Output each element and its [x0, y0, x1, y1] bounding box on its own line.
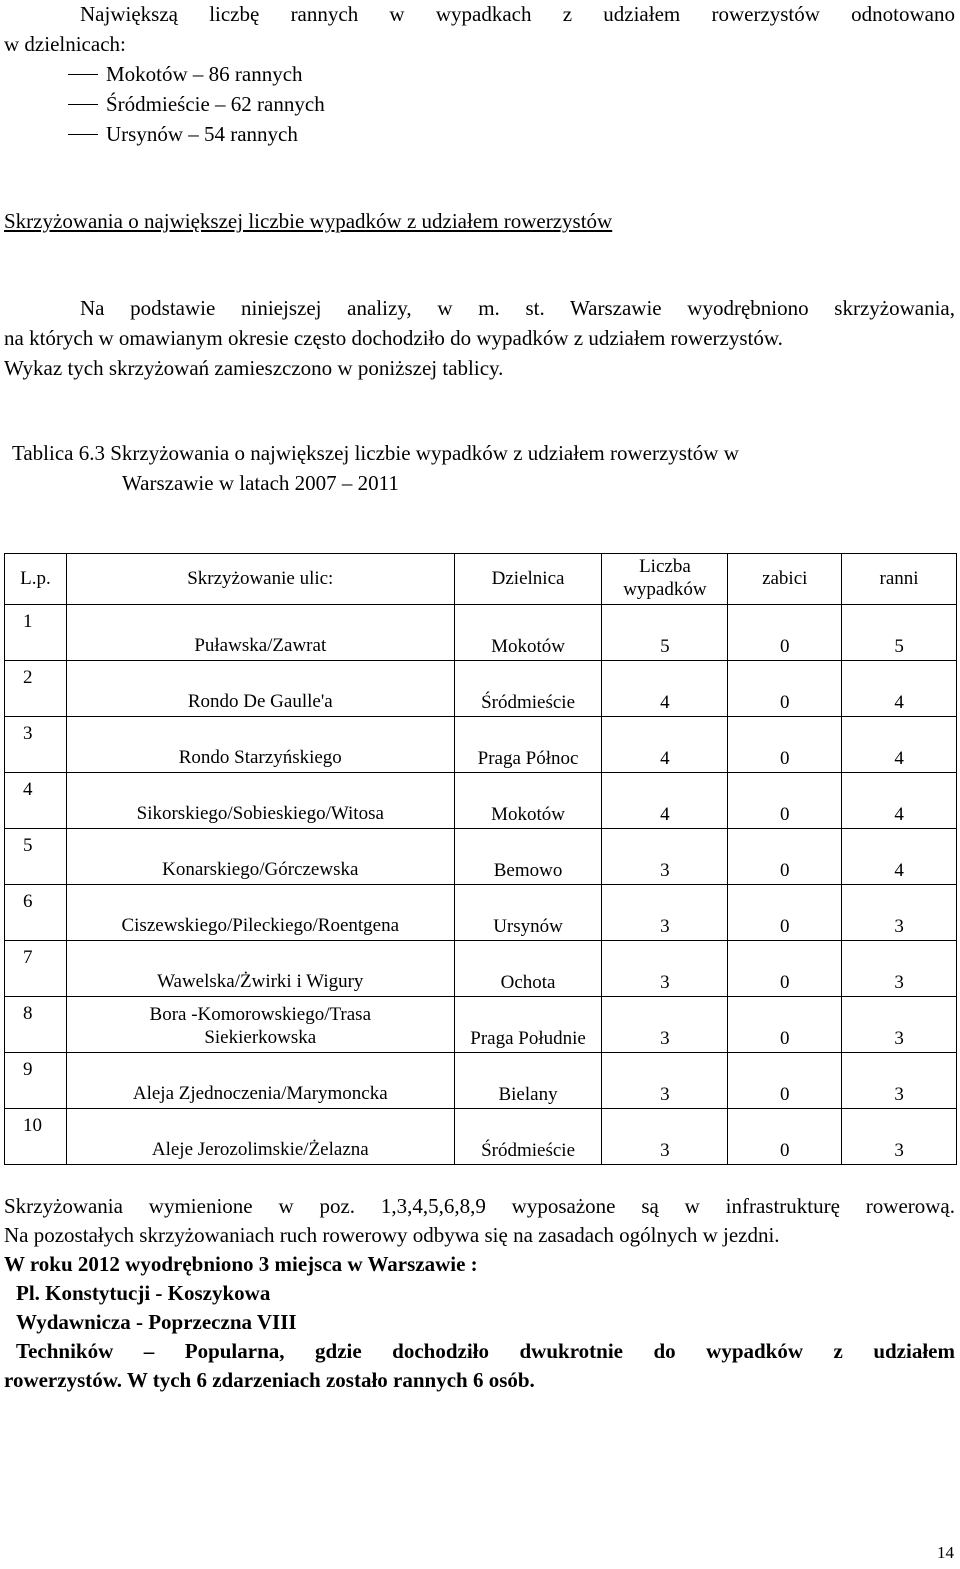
table-row	[5, 773, 957, 829]
street-line-2: Siekierkowska	[204, 1027, 317, 1049]
table-row	[5, 1053, 957, 1109]
cell-district: Śródmieście	[454, 661, 602, 717]
table-header-row	[5, 554, 957, 605]
cell-district: Praga Południe	[454, 997, 602, 1053]
cell-district: Praga Północ	[454, 717, 602, 773]
cell-killed: 0	[728, 717, 842, 773]
cell-lp: 5	[5, 829, 67, 885]
cell-street: Puławska/Zawrat	[66, 605, 454, 661]
cell-street	[66, 997, 454, 1053]
cell-killed: 0	[728, 605, 842, 661]
cell-count: 4	[602, 773, 728, 829]
cell-district: Bielany	[454, 1053, 602, 1109]
cell-street: Wawelska/Żwirki i Wigury	[66, 941, 454, 997]
cell-killed: 0	[728, 997, 842, 1053]
cell-street: Aleje Jerozolimskie/Żelazna	[66, 1109, 454, 1165]
cell-injured: 5	[842, 605, 957, 661]
district-item-3	[68, 122, 298, 147]
header-injured: ranni	[842, 554, 957, 605]
dash-bullet	[68, 104, 98, 105]
cell-street: Konarskiego/Górczewska	[66, 829, 454, 885]
cell-lp: 2	[5, 661, 67, 717]
cell-injured: 3	[842, 885, 957, 941]
after-table-line-1: Skrzyżowania wymienione w poz. 1,3,4,5,6,8,9 wyposażone są w infrastrukturę rowerową.	[4, 1194, 955, 1218]
dash-bullet	[68, 74, 98, 75]
district-text: Mokotów – 86 rannych	[106, 62, 303, 86]
cell-district: Mokotów	[454, 773, 602, 829]
cell-killed: 0	[728, 829, 842, 885]
cell-street: Ciszewskiego/Pileckiego/Roentgena	[66, 885, 454, 941]
cell-count: 3	[602, 829, 728, 885]
district-text: Ursynów – 54 rannych	[106, 122, 298, 146]
header-street: Skrzyżowanie ulic:	[66, 554, 454, 605]
cell-injured: 4	[842, 773, 957, 829]
place-item-2: Wydawnicza - Poprzeczna VIII	[16, 1310, 297, 1334]
cell-district: Ochota	[454, 941, 602, 997]
cell-lp: 10	[5, 1109, 67, 1165]
cell-count: 5	[602, 605, 728, 661]
intersections-table	[4, 553, 957, 1165]
district-item-2	[68, 92, 325, 117]
cell-district: Ursynów	[454, 885, 602, 941]
cell-killed: 0	[728, 773, 842, 829]
table-caption-line-2: Warszawie w latach 2007 – 2011	[122, 471, 399, 495]
cell-killed: 0	[728, 1109, 842, 1165]
header-count-line-2: wypadków	[623, 579, 707, 600]
header-killed: zabici	[728, 554, 842, 605]
cell-district: Bemowo	[454, 829, 602, 885]
district-text: Śródmieście – 62 rannych	[106, 92, 325, 116]
table-row	[5, 829, 957, 885]
cell-lp: 3	[5, 717, 67, 773]
cell-lp: 9	[5, 1053, 67, 1109]
cell-count: 3	[602, 941, 728, 997]
table-row	[5, 717, 957, 773]
cell-count: 3	[602, 997, 728, 1053]
cell-lp: 8	[5, 997, 67, 1053]
cell-street: Rondo De Gaulle'a	[66, 661, 454, 717]
cell-street: Aleja Zjednoczenia/Marymoncka	[66, 1053, 454, 1109]
place-item-3: Techników – Popularna, gdzie dochodziło dwukrotnie do wypadków z udziałem	[16, 1339, 955, 1363]
cell-count: 3	[602, 1109, 728, 1165]
dash-bullet	[68, 134, 98, 135]
table-row	[5, 605, 957, 661]
cell-injured: 3	[842, 941, 957, 997]
analysis-line-1: Na podstawie niniejszej analizy, w m. st. Warszawie wyodrębniono skrzyżowania,	[80, 296, 955, 320]
table-row	[5, 661, 957, 717]
table-caption-line-1: Tablica 6.3 Skrzyżowania o największej liczbie wypadków z udziałem rowerzystów w	[12, 441, 739, 465]
section-heading: Skrzyżowania o największej liczbie wypadków z udziałem rowerzystów	[4, 209, 613, 233]
table-row	[5, 941, 957, 997]
cell-lp: 1	[5, 605, 67, 661]
analysis-line-2: na których w omawianym okresie często dochodziło do wypadków z udziałem rowerzystów.	[4, 326, 783, 350]
cell-injured: 3	[842, 997, 957, 1053]
cell-lp: 6	[5, 885, 67, 941]
table-row	[5, 885, 957, 941]
header-count-line-1: Liczba	[639, 556, 691, 578]
after-table-line-2: Na pozostałych skrzyżowaniach ruch rowerowy odbywa się na zasadach ogólnych w jezdni.	[4, 1223, 780, 1247]
cell-injured: 4	[842, 717, 957, 773]
cell-district: Śródmieście	[454, 1109, 602, 1165]
table-row	[5, 997, 957, 1053]
page-number: 14	[937, 1543, 954, 1562]
cell-killed: 0	[728, 941, 842, 997]
cell-injured: 4	[842, 661, 957, 717]
district-item-1	[68, 62, 303, 87]
cell-district: Mokotów	[454, 605, 602, 661]
cell-injured: 4	[842, 829, 957, 885]
cell-count: 4	[602, 661, 728, 717]
cell-killed: 0	[728, 885, 842, 941]
intro-line-1: Największą liczbę rannych w wypadkach z udziałem rowerzystów odnotowano	[80, 2, 955, 26]
cell-street: Rondo Starzyńskiego	[66, 717, 454, 773]
cell-killed: 0	[728, 1053, 842, 1109]
cell-count: 3	[602, 885, 728, 941]
header-district: Dzielnica	[454, 554, 602, 605]
cell-injured: 3	[842, 1053, 957, 1109]
cell-lp: 7	[5, 941, 67, 997]
table-row	[5, 1109, 957, 1165]
header-accident-count	[602, 554, 728, 605]
intro-line-2: w dzielnicach:	[4, 32, 126, 56]
cell-count: 4	[602, 717, 728, 773]
cell-killed: 0	[728, 661, 842, 717]
year-2012-heading: W roku 2012 wyodrębniono 3 miejsca w Warszawie :	[4, 1252, 478, 1276]
cell-street: Sikorskiego/Sobieskiego/Witosa	[66, 773, 454, 829]
cell-lp: 4	[5, 773, 67, 829]
cell-injured: 3	[842, 1109, 957, 1165]
place-item-1: Pl. Konstytucji - Koszykowa	[16, 1281, 271, 1305]
cell-count: 3	[602, 1053, 728, 1109]
street-line-1: Bora -Komorowskiego/Trasa	[149, 1004, 371, 1026]
analysis-line-3: Wykaz tych skrzyżowań zamieszczono w poniższej tablicy.	[4, 356, 504, 380]
header-lp: L.p.	[5, 554, 67, 605]
place-item-3-continued: rowerzystów. W tych 6 zdarzeniach zostało rannych 6 osób.	[4, 1368, 535, 1392]
